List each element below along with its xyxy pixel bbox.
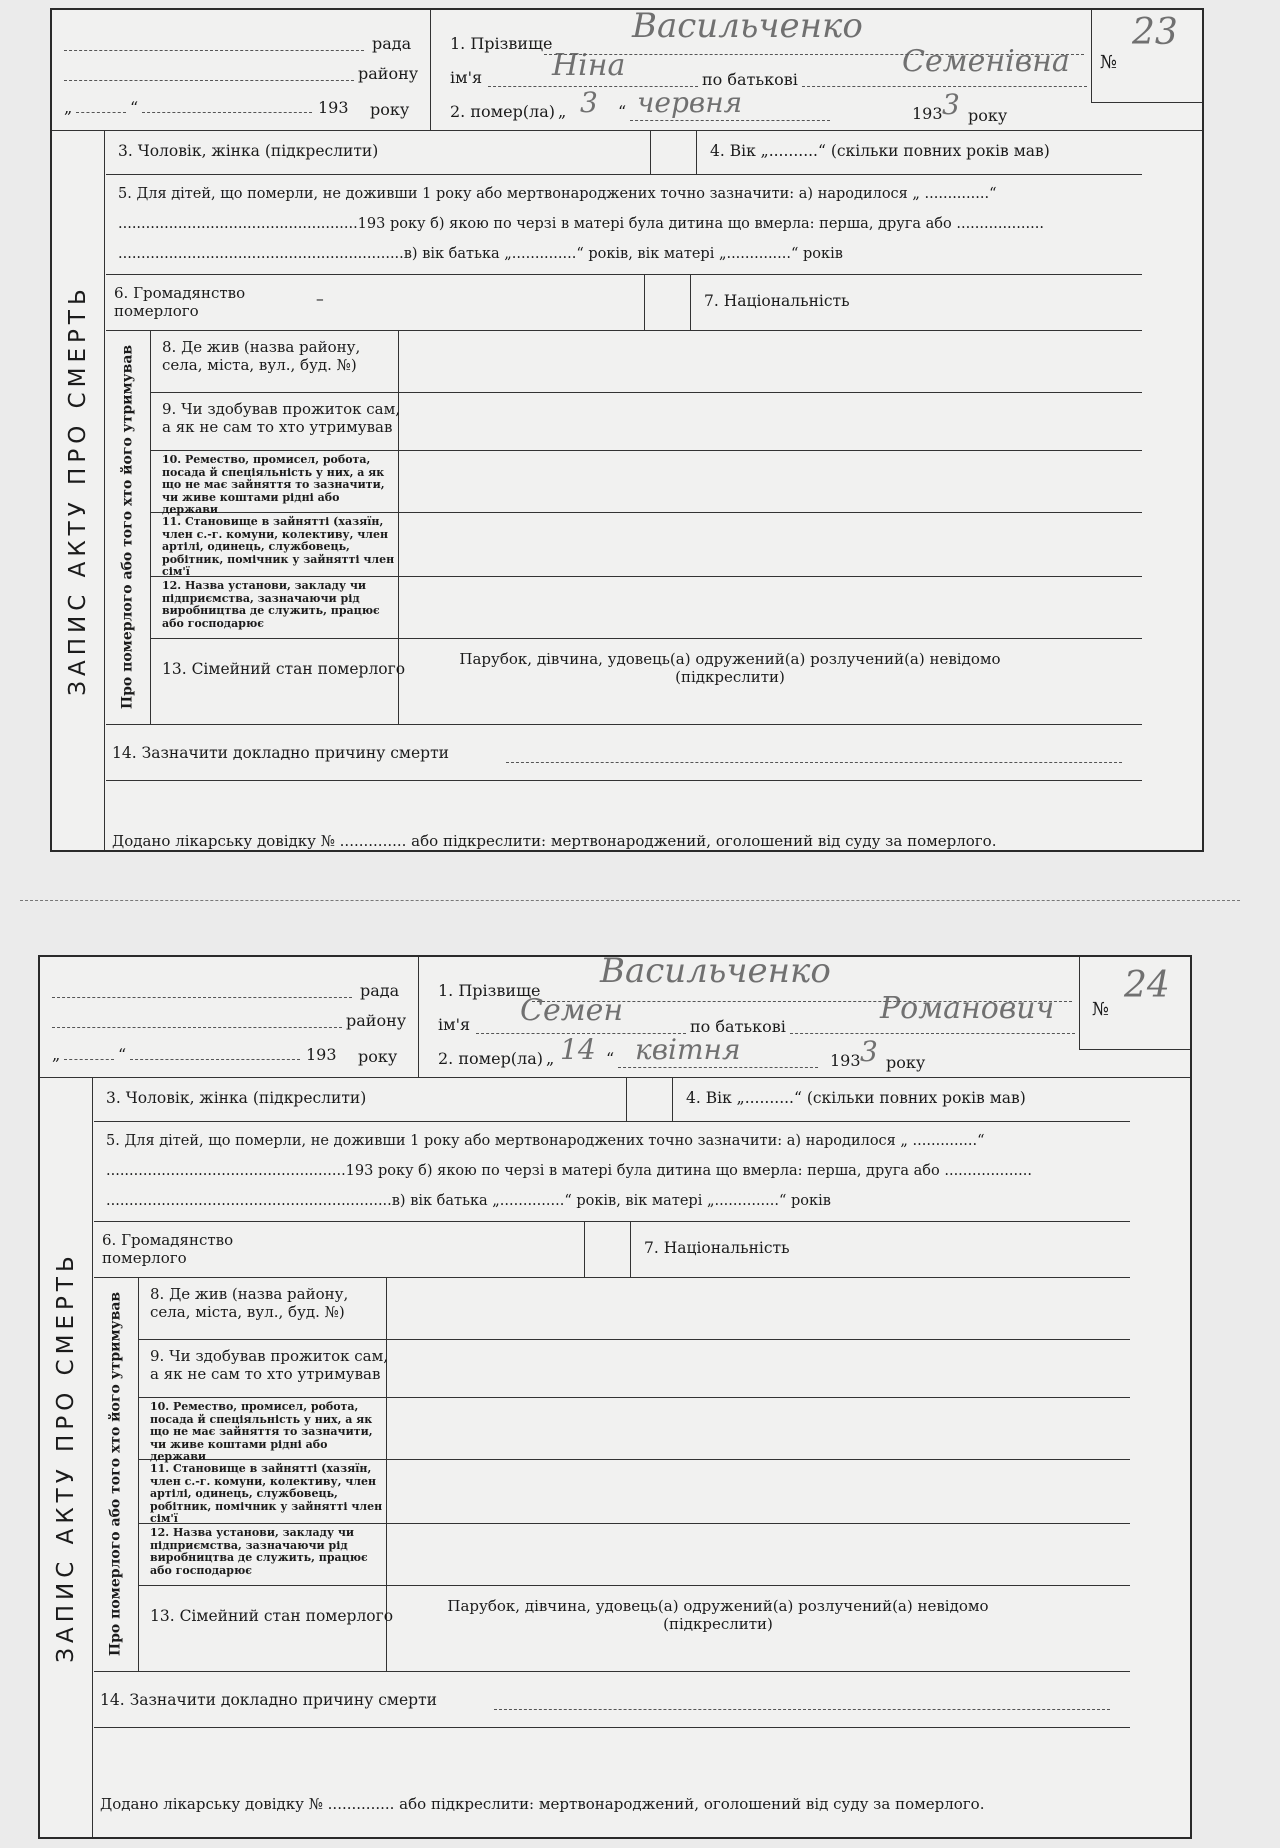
q11-employment-status: 11. Становище в зайнятті (хазяїн, член с.-г. комуни, колективу, член артілі, одинець, службовець, робітник, помічник у зайнятті член сім'ї — [150, 1462, 383, 1525]
q6-citizenship: 6. Громадянство померлого — [102, 1231, 234, 1267]
patronymic-label: по батькові — [702, 70, 798, 89]
death-record-form-2 — [38, 951, 1192, 1839]
handwritten-year-digit: 3 — [942, 88, 960, 121]
handwritten-patronymic: Семенівна — [902, 44, 1070, 79]
row-cause-of-death — [106, 724, 1142, 781]
sub-side-label: Про померлого або того хто його утримував — [106, 330, 151, 724]
handwritten-name: Ніна — [552, 48, 626, 83]
q12-institution: 12. Назва установи, закладу чи підприємства, зазначаючи рід виробництва де служить, працює або господарює — [162, 579, 380, 630]
block-provider-info — [106, 330, 1142, 725]
row-sex-age — [106, 130, 1142, 175]
handwritten-month: квітня — [635, 1033, 741, 1066]
form-body — [94, 1077, 1130, 1837]
header-person-block: 1. Прізвище Васильченко ім'я Семен по батькові Романович 2. помер(ла) „ 14 “ квітня 193 3 року — [420, 957, 1080, 1077]
q14-cause: 14. Зазначити докладно причину смерти — [112, 744, 449, 762]
side-title: ЗАПИС АКТУ ПРО СМЕРТЬ — [52, 130, 105, 850]
q7-nationality: 7. Національність — [644, 1239, 790, 1257]
q6-citizenship: 6. Громадянство померлого — [114, 284, 246, 320]
q8-residence: 8. Де жив (назва району, села, міста, вул., буд. №) — [162, 338, 361, 374]
rik-label: року — [358, 1047, 398, 1066]
record-number-box — [1079, 957, 1190, 1050]
block-provider-info — [94, 1277, 1130, 1672]
q13-marital-status: 13. Сімейний стан померлого — [162, 660, 406, 678]
q13-options: Парубок, дівчина, удовець(а) одружений(а) розлучений(а) невідомо (підкреслити) — [447, 1597, 989, 1633]
name-label: ім'я — [450, 68, 483, 87]
record-number-box — [1091, 10, 1202, 103]
q4-age: 4. Вік „..........“ (скільки повних років мав) — [686, 1089, 1026, 1107]
q3-sex: 3. Чоловік, жінка (підкреслити) — [118, 142, 379, 160]
q4-age: 4. Вік „..........“ (скільки повних років мав) — [710, 142, 1050, 160]
died-label: 2. помер(ла) — [438, 1049, 543, 1068]
q14-cause: 14. Зазначити докладно причину смерти — [100, 1691, 437, 1709]
q5-line2: ....................................................193 року б) якою по черзі в матері була дитина що вмерла: перша, друга або ................... — [118, 216, 1044, 232]
handwritten-surname: Васильченко — [632, 6, 863, 46]
medical-certificate-note: Додано лікарську довідку № .............. або підкреслити: мертвонароджений, оголошений від суду за померлого. — [100, 1795, 985, 1813]
form-header — [40, 951, 1190, 1078]
q5-line3: ..............................................................в) вік батька „..............“ років, вік матері „..............“ років — [118, 246, 843, 262]
q10-occupation: 10. Ремество, промисел, робота, посада й спеціяльність у них, а як що не має зайняття то зазначити, чи живе коштами рідні або держави — [162, 453, 385, 516]
handwritten-record-number: 24 — [1124, 965, 1170, 1006]
patronymic-label: по батькові — [690, 1017, 786, 1036]
row-citizenship-nationality: 6. Громадянство померлого – 7. Національність — [106, 274, 1142, 331]
handwritten-name: Семен — [520, 993, 624, 1028]
q11-employment-status: 11. Становище в зайнятті (хазяїн, член с.-г. комуни, колективу, член артілі, одинець, службовець, робітник, помічник у зайнятті член сім'ї — [162, 515, 395, 578]
row-infant-details — [94, 1121, 1130, 1222]
year-193: 193 — [318, 98, 349, 117]
q5-line2: ....................................................193 року б) якою по черзі в матері була дитина що вмерла: перша, друга або ................... — [106, 1163, 1032, 1179]
q3-sex: 3. Чоловік, жінка (підкреслити) — [106, 1089, 367, 1107]
rayonu-label: району — [346, 1011, 407, 1030]
header-council-block: рада району „ “ 193 року — [40, 957, 419, 1077]
rada-label: рада — [360, 981, 400, 1000]
q9-livelihood: 9. Чи здобував прожиток сам, а як не сам то хто утримував — [150, 1347, 389, 1383]
medical-certificate-note: Додано лікарську довідку № .............. або підкреслити: мертвонароджений, оголошений від суду за померлого. — [112, 832, 997, 850]
q9-livelihood: 9. Чи здобував прожиток сам, а як не сам то хто утримував — [162, 400, 401, 436]
header-council-block: рада району „ “ 193 року — [52, 10, 431, 130]
page-separator — [20, 900, 1240, 901]
death-record-form-1 — [50, 8, 1204, 852]
header-person-block: 1. Прізвище Васильченко ім'я Ніна по батькові Семенівна 2. помер(ла) „ 3 “ червня 193 3 року — [432, 10, 1092, 130]
rada-label: рада — [372, 34, 412, 53]
row-sex-age — [94, 1077, 1130, 1122]
q7-nationality: 7. Національність — [704, 292, 850, 310]
q5-line1: 5. Для дітей, що померли, не доживши 1 року або мертвонароджених точно зазначити: а) народилося „ ..............“ — [106, 1133, 985, 1149]
q13-options: Парубок, дівчина, удовець(а) одружений(а) розлучений(а) невідомо (підкреслити) — [459, 650, 1001, 686]
surname-label: 1. Прізвище — [438, 981, 541, 1000]
handwritten-patronymic: Романович — [880, 991, 1055, 1026]
sub-side-label: Про померлого або того хто його утримував — [94, 1277, 139, 1671]
year-193: 193 — [306, 1045, 337, 1064]
surname-label: 1. Прізвище — [450, 34, 553, 53]
handwritten-year-digit: 3 — [860, 1035, 878, 1068]
side-title: ЗАПИС АКТУ ПРО СМЕРТЬ — [40, 1077, 93, 1837]
q8-residence: 8. Де жив (назва району, села, міста, вул., буд. №) — [150, 1285, 349, 1321]
handwritten-surname: Васильченко — [600, 951, 831, 991]
died-label: 2. помер(ла) — [450, 102, 555, 121]
q13-marital-status: 13. Сімейний стан померлого — [150, 1607, 394, 1625]
handwritten-month: червня — [637, 86, 743, 119]
row-citizenship-nationality — [94, 1221, 1130, 1278]
name-label: ім'я — [438, 1015, 471, 1034]
handwritten-day: 3 — [580, 86, 598, 119]
number-label: № — [1092, 999, 1110, 1020]
handwritten-day: 14 — [560, 1033, 596, 1066]
q12-institution: 12. Назва установи, закладу чи підприємства, зазначаючи рід виробництва де служить, працює або господарює — [150, 1526, 368, 1577]
form-body — [106, 130, 1142, 850]
rayonu-label: району — [358, 64, 419, 83]
row-cause-of-death — [94, 1671, 1130, 1728]
row-infant-details — [106, 174, 1142, 275]
q5-line1: 5. Для дітей, що померли, не доживши 1 року або мертвонароджених точно зазначити: а) народилося „ ..............“ — [118, 186, 997, 202]
q5-line3: ..............................................................в) вік батька „..............“ років, вік матері „..............“ років — [106, 1193, 831, 1209]
form-header — [52, 6, 1202, 131]
handwritten-record-number: 23 — [1132, 12, 1178, 53]
q10-occupation: 10. Ремество, промисел, робота, посада й спеціяльність у них, а як що не має зайняття то зазначити, чи живе коштами рідні або держави — [150, 1400, 373, 1463]
number-label: № — [1100, 52, 1118, 73]
rik-label: року — [370, 100, 410, 119]
